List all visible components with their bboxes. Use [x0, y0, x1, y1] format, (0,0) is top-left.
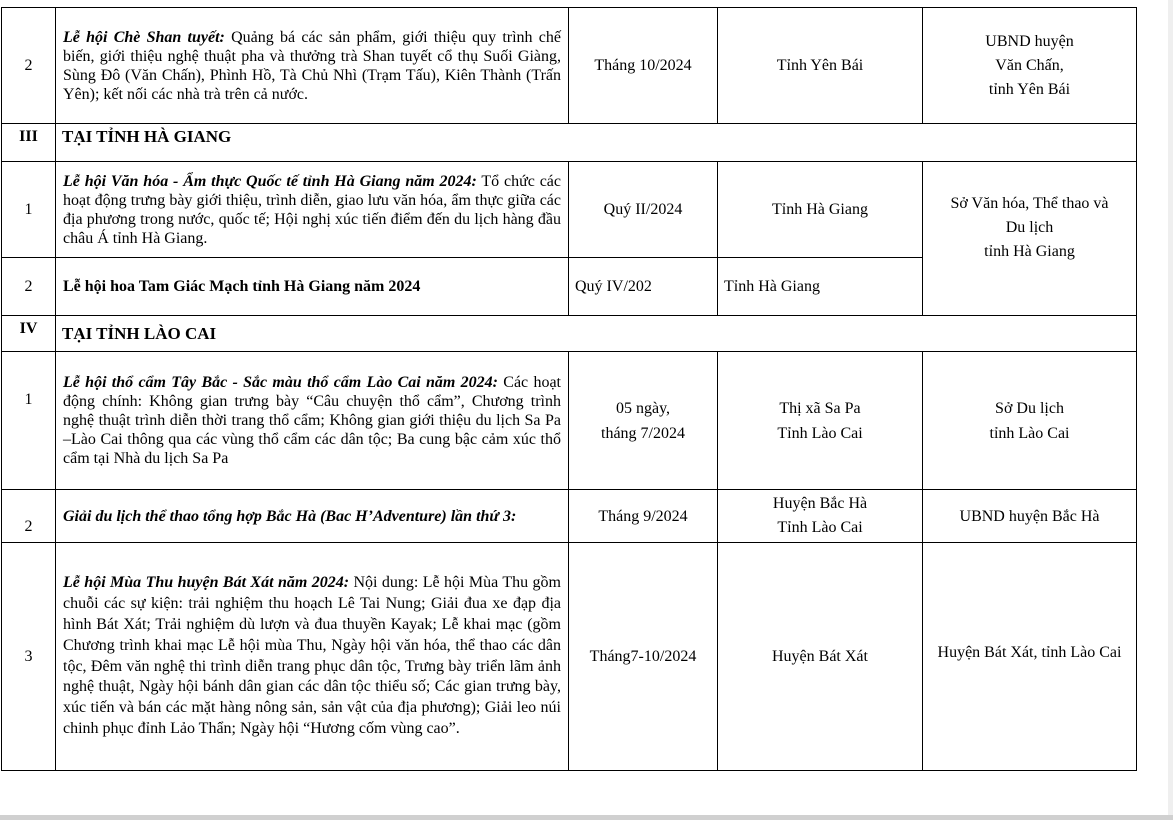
- row-number: 1: [2, 162, 56, 258]
- event-description: [56, 162, 569, 258]
- event-detail: Tổ chức các hoạt động trưng bày giới thiệu, trình diễn, giao lưu văn hóa, ẩm thực giữa các địa phương trong nước, quốc tế; Hội nghị xúc tiến điểm đến du lịch hàng đầu châu Á tỉnh Hà Giang.: [63, 172, 561, 247]
- event-time: Quý IV/202: [569, 258, 718, 316]
- page-right-edge: [1168, 0, 1173, 815]
- section-row: [2, 316, 1137, 352]
- event-detail: Các hoạt động chính: Không gian trưng bày “Câu chuyện thổ cẩm”, Chương trình nghệ thuật trình diễn thời trang thổ cẩm; Không gian giới thiệu du lịch Sa Pa –Lào Cai thông qua các vùng thổ cẩm các dân tộc; Ba cung bậc cảm xúc thổ cẩm tại Nhà du lịch Sa Pa: [63, 374, 561, 467]
- event-description: [56, 8, 569, 124]
- event-title: Lễ hội Văn hóa - Ẩm thực Quốc tế tỉnh Hà Giang năm 2024:: [63, 172, 477, 190]
- event-description: [56, 352, 569, 490]
- organizer-line: tỉnh Hà Giang: [984, 242, 1075, 260]
- event-organizer: Huyện Bát Xát, tỉnh Lào Cai: [923, 543, 1137, 771]
- event-organizer: [923, 162, 1137, 316]
- event-time: Quý II/2024: [569, 162, 718, 258]
- event-detail: Quảng bá các sản phẩm, giới thiệu quy trình chế biến, giới thiệu nghệ thuật pha và thưởng trà Shan tuyết cổ thụ Suối Giàng, Sùng Đô (Văn Chấn), Phình Hồ, Tà Chủ Nhì (Trạm Tấu), Kiên Thành (Trấn Yên); kết nối các nhà trà trên cả nước.: [63, 28, 561, 103]
- event-detail: Nội dung: Lễ hội Mùa Thu gồm chuỗi các sự kiện: trải nghiệm thu hoạch Lê Tai Nung; Giải đua xe đạp địa hình Bát Xát; Trải nghiệm dù lượn và đua thuyền Kayak; Lễ khai mạc (gồm Chương trình khai mạc Lễ hội mùa Thu, Ngày hội văn hóa, thể thao các dân tộc, Đêm văn nghệ thi trình diễn trang phục dân tộc, Trưng bày triển lãm ảnh nghệ thuật, Ngày hội bánh dân gian các dân tộc thiểu số; Các gian trưng bày, xúc tiến và bán các mặt hàng nông sản, sản vật của địa phương); Giải leo núi chinh phục đỉnh Lảo Thẩn; Ngày hội “Hương cốm vùng cao”.: [63, 574, 562, 737]
- event-title: Lễ hội thổ cẩm Tây Bắc - Sắc màu thổ cẩm Lào Cai năm 2024:: [63, 374, 498, 391]
- event-description: [56, 490, 569, 543]
- event-place: [718, 352, 923, 490]
- page-bottom-edge: [0, 815, 1173, 820]
- event-time: Tháng7-10/2024: [569, 543, 718, 771]
- event-time: [569, 352, 718, 490]
- event-title: Giải du lịch thể thao tổng hợp Bắc Hà (Bac H’Adventure) lần thứ 3:: [63, 507, 517, 525]
- event-organizer: [923, 352, 1137, 490]
- organizer-line: Sở Du lịch: [995, 399, 1064, 417]
- row-number: 2: [2, 258, 56, 316]
- section-row: [2, 124, 1137, 162]
- time-line: tháng 7/2024: [601, 424, 685, 442]
- section-title: TẠI TỈNH LÀO CAI: [56, 316, 1137, 352]
- table-row: [2, 352, 1137, 490]
- organizer-line: UBND huyện: [985, 32, 1074, 50]
- event-organizer: [923, 8, 1137, 124]
- table-row: [2, 162, 1137, 258]
- table-row: [2, 8, 1137, 124]
- event-time: Tháng 9/2024: [569, 490, 718, 543]
- organizer-line: tỉnh Lào Cai: [989, 424, 1070, 442]
- event-description: [56, 258, 569, 316]
- event-place: [718, 490, 923, 543]
- table-row: [2, 543, 1137, 771]
- event-place: Tỉnh Yên Bái: [718, 8, 923, 124]
- section-title: TẠI TỈNH HÀ GIANG: [56, 124, 1137, 162]
- event-place: Tỉnh Hà Giang: [718, 258, 923, 316]
- table-row: [2, 490, 1137, 543]
- organizer-line: Văn Chấn,: [995, 56, 1064, 74]
- row-number: 2: [2, 490, 56, 543]
- row-number: 2: [2, 8, 56, 124]
- section-number: III: [2, 124, 56, 162]
- place-line: Thị xã Sa Pa: [779, 399, 861, 417]
- event-place: Huyện Bát Xát: [718, 543, 923, 771]
- festival-schedule-table: [1, 7, 1137, 771]
- event-description: [56, 543, 569, 771]
- time-line: 05 ngày,: [615, 399, 671, 417]
- event-time: Tháng 10/2024: [569, 8, 718, 124]
- event-title: Lễ hội Mùa Thu huyện Bát Xát năm 2024:: [63, 574, 350, 592]
- event-title: Lễ hội hoa Tam Giác Mạch tỉnh Hà Giang năm 2024: [63, 278, 421, 295]
- place-line: Tỉnh Lào Cai: [777, 519, 863, 536]
- organizer-line: tỉnh Yên Bái: [988, 80, 1071, 98]
- row-number: 1: [2, 352, 56, 490]
- event-place: Tỉnh Hà Giang: [718, 162, 923, 258]
- organizer-line: Sở Văn hóa, Thể thao và: [950, 194, 1109, 212]
- row-number: 3: [2, 543, 56, 771]
- place-line: Tỉnh Lào Cai: [777, 424, 863, 442]
- section-number: IV: [2, 316, 56, 352]
- organizer-line: Du lịch: [1005, 218, 1054, 236]
- place-line: Huyện Bắc Hà: [772, 495, 868, 512]
- event-organizer: UBND huyện Bắc Hà: [923, 490, 1137, 543]
- event-title: Lễ hội Chè Shan tuyết:: [63, 28, 225, 46]
